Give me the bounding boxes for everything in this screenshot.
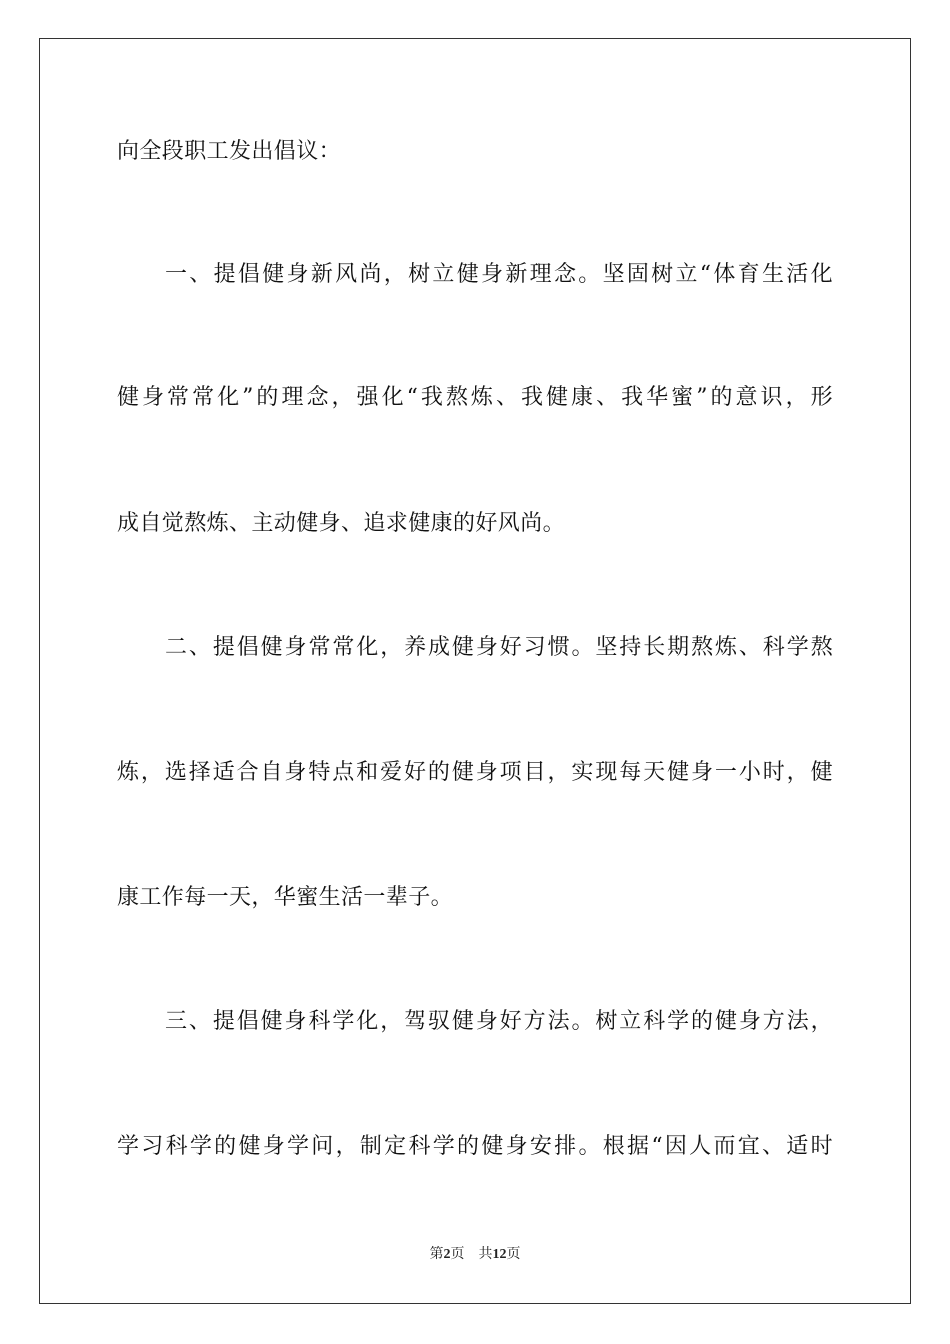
- page-total-count: 12: [492, 1247, 507, 1262]
- page-border: [39, 38, 911, 1304]
- page-number-prefix: 第: [429, 1247, 444, 1262]
- page-number-suffix: 页: [450, 1247, 465, 1262]
- page-total-prefix: 共: [478, 1247, 493, 1262]
- page-number-current: 2: [443, 1247, 451, 1262]
- text-line-paragraph-2-start: 二、提倡健身常常化，养成健身好习惯。坚持长期熬炼、科学熬: [165, 635, 833, 660]
- page-footer: [0, 1245, 950, 1265]
- text-line-salutation: 向全段职工发出倡议：: [117, 139, 342, 164]
- page-total-suffix: 页: [506, 1247, 521, 1262]
- text-line: 炼，选择适合自身特点和爱好的健身项目，实现每天健身一小时，健: [117, 760, 833, 785]
- text-line-paragraph-1-end: 成自觉熬炼、主动健身、追求健康的好风尚。: [117, 511, 566, 536]
- text-line-paragraph-1-start: 一、提倡健身新风尚，树立健身新理念。坚固树立“体育生活化: [165, 262, 833, 287]
- text-line-paragraph-2-end: 康工作每一天，华蜜生活一辈子。: [117, 885, 454, 910]
- text-line-paragraph-3-start: 三、提倡健身科学化，驾驭健身好方法。树立科学的健身方法，: [165, 1009, 833, 1034]
- text-line: 学习科学的健身学问，制定科学的健身安排。根据“因人而宜、适时: [117, 1134, 833, 1159]
- text-line: 健身常常化”的理念，强化“我熬炼、我健康、我华蜜”的意识，形: [117, 385, 833, 410]
